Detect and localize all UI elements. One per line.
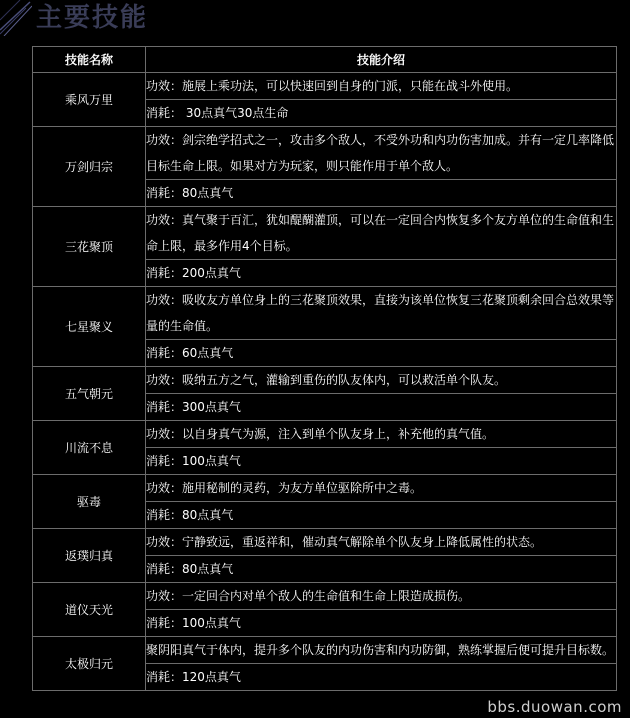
skill-cost: 消耗：80点真气 (146, 180, 617, 207)
section-banner (0, 0, 630, 40)
skill-effect: 功效：以自身真气为源，注入到单个队友身上，补充他的真气值。 (146, 421, 617, 448)
skill-cost: 消耗：60点真气 (146, 340, 617, 367)
skill-cost: 消耗：120点真气 (146, 664, 617, 691)
skill-name: 道仪天光 (33, 583, 146, 637)
skill-effect: 功效：一定回合内对单个敌人的生命值和生命上限造成损伤。 (146, 583, 617, 610)
table-row (33, 367, 617, 394)
table-row (33, 475, 617, 502)
table-header-row (33, 47, 617, 73)
table-row (33, 207, 617, 260)
table-row (33, 73, 617, 100)
skill-cost: 消耗：200点真气 (146, 260, 617, 287)
table-row (33, 127, 617, 180)
header-skill-name: 技能名称 (33, 47, 146, 73)
skill-name: 五气朝元 (33, 367, 146, 421)
skill-effect: 功效：施展上乘功法，可以快速回到自身的门派，只能在战斗外使用。 (146, 73, 617, 100)
skill-effect: 功效：宁静致远，重返祥和，催动真气解除单个队友身上降低属性的状态。 (146, 529, 617, 556)
skill-name: 万剑归宗 (33, 127, 146, 207)
skill-name: 七星聚义 (33, 287, 146, 367)
skill-name: 返璞归真 (33, 529, 146, 583)
skill-cost: 消耗：80点真气 (146, 502, 617, 529)
banner-decoration-icon (0, 0, 32, 36)
skill-name: 三花聚顶 (33, 207, 146, 287)
skills-table (32, 46, 617, 691)
table-row (33, 287, 617, 340)
table-row (33, 583, 617, 610)
table-row (33, 421, 617, 448)
skill-effect: 功效：剑宗绝学招式之一，攻击多个敌人，不受外功和内功伤害加成。并有一定几率降低目标生命上限。如果对方为玩家，则只能作用于单个敌人。 (146, 127, 617, 180)
skill-cost: 消耗： 30点真气30点生命 (146, 100, 617, 127)
skill-cost: 消耗：300点真气 (146, 394, 617, 421)
skill-name: 太极归元 (33, 637, 146, 691)
skill-cost: 消耗：100点真气 (146, 610, 617, 637)
skill-cost: 消耗：100点真气 (146, 448, 617, 475)
skill-effect: 功效：施用秘制的灵药，为友方单位驱除所中之毒。 (146, 475, 617, 502)
skill-name: 乘风万里 (33, 73, 146, 127)
table-row (33, 529, 617, 556)
skill-cost: 消耗：80点真气 (146, 556, 617, 583)
skill-effect: 功效：吸收友方单位身上的三花聚顶效果，直接为该单位恢复三花聚顶剩余回合总效果等量的生命值。 (146, 287, 617, 340)
skill-effect: 功效：真气聚于百汇，犹如醍醐灌顶，可以在一定回合内恢复多个友方单位的生命值和生命上限，最多作用4个目标。 (146, 207, 617, 260)
skill-name: 川流不息 (33, 421, 146, 475)
skill-effect: 聚阴阳真气于体内，提升多个队友的内功伤害和内功防御，熟练掌握后便可提升目标数。 (146, 637, 617, 664)
section-title: 主要技能 (36, 3, 149, 33)
skill-effect: 功效：吸纳五方之气，灌输到重伤的队友体内，可以救活单个队友。 (146, 367, 617, 394)
header-skill-desc: 技能介绍 (146, 47, 617, 73)
watermark: bbs.duowan.com (487, 698, 622, 716)
skill-name: 驱毒 (33, 475, 146, 529)
table-row (33, 637, 617, 664)
